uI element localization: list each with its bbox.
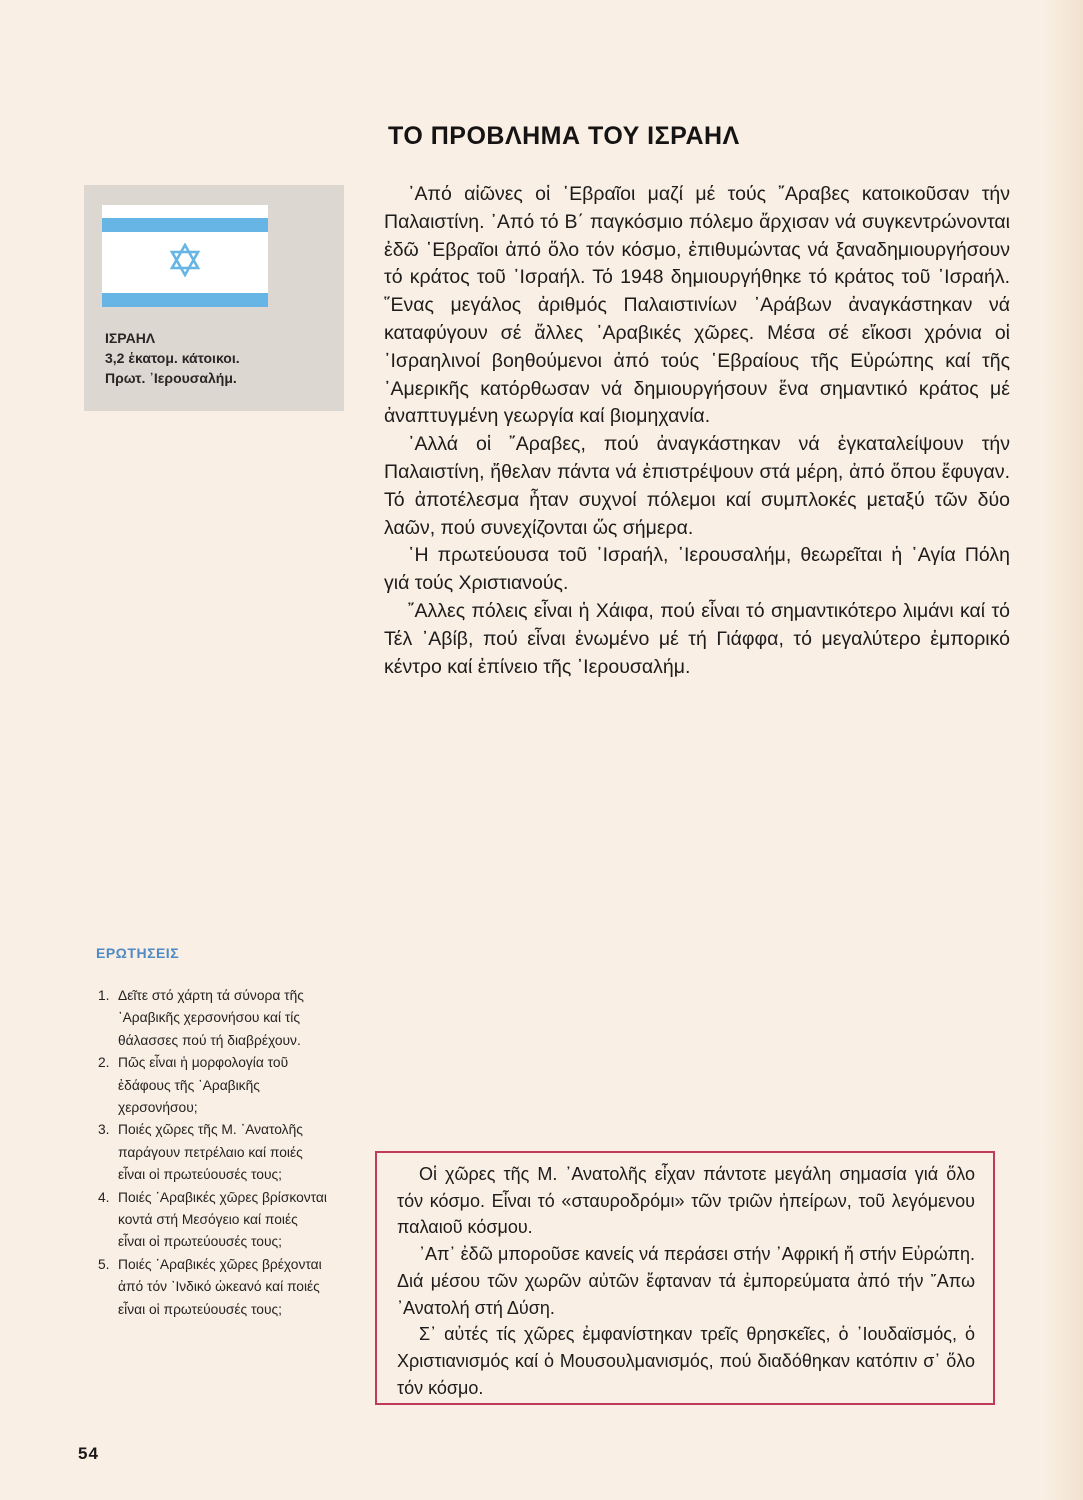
- israel-flag-icon: [102, 205, 268, 305]
- page-title: ΤΟ ΠΡΟΒΛΗΜΑ ΤΟΥ ΙΣΡΑΗΛ: [388, 122, 740, 150]
- box-paragraph: Οἱ χῶρες τῆς Μ. ᾿Ανατολῆς εἶχαν πάντοτε μεγάλη σημασία γιά ὅλο τόν κόσμο. Εἶναι τό «σταυροδρόμι» τῶν τριῶν ἠπείρων, τοῦ λεγόμενου παλαιοῦ κόσμου.: [397, 1164, 975, 1238]
- question-text: Ποιές χῶρες τῆς Μ. ᾿Ανατολῆς παράγουν πετρέλαιο καί ποιές εἶναι οἱ πρωτεύουσές τους;: [118, 1122, 303, 1183]
- country-population: 3,2 ἑκατομ. κάτοικοι.: [105, 350, 240, 366]
- article-paragraph: ῎Αλλες πόλεις εἶναι ἡ Χάιφα, πού εἶναι τό σημαντικότερο λιμάνι καί τό Τέλ ᾿Αβίβ, πού εἶναι ἑνωμένο μέ τή Γιάφφα, τό μεγαλύτερο ἐμπορικό κέντρο καί ἐπίνειο τῆς ᾿Ιερουσαλήμ.: [384, 599, 1010, 678]
- flag-stripe-top: [102, 218, 268, 232]
- box-paragraph: ᾿Απ᾿ ἐδῶ μποροῦσε κανείς νά περάσει στήν ᾿Αφρική ἤ στήν Εὐρώπη. Διά μέσου τῶν χωρῶν αὐτῶν ἔφταναν τά ἐμπορεύματα ἀπό τήν ῎Απω ᾿Ανατολή στή Δύση.: [397, 1244, 975, 1318]
- page-edge: [1043, 0, 1083, 1500]
- question-text: Ποιές ᾿Αραβικές χῶρες βρίσκονται κοντά στή Μεσόγειο καί ποιές εἶναι οἱ πρωτεύουσές τους;: [118, 1189, 327, 1250]
- question-number: 1.: [98, 988, 110, 1003]
- star-of-david-icon: [169, 243, 201, 277]
- question-number: 5.: [98, 1256, 110, 1272]
- article-paragraph: ᾿Αλλά οἱ ῎Αραβες, πού ἀναγκάστηκαν νά ἐγκαταλείψουν τήν Παλαιστίνη, ἤθελαν πάντα νά ἐπιστρέψουν στά μέρη, ἀπό ὅπου ἔφυγαν. Τό ἀποτέλεσμα ἦταν συχνοί πόλεμοι καί συμπλοκές μεταξύ τῶν δύο λαῶν, πού συνεχίζονται ὥς σήμερα.: [384, 433, 1010, 539]
- question-number: 3.: [98, 1122, 110, 1138]
- question-item: [96, 1187, 328, 1254]
- main-article: [384, 181, 1010, 681]
- question-text: Δεῖτε στό χάρτη τά σύνορα τῆς ᾿Αραβικῆς χερσονήσου καί τίς θάλασσες πού τή διαβρέχουν.: [118, 988, 304, 1048]
- article-paragraph: ᾿Από αἰῶνες οἱ ῾Εβραῖοι μαζί μέ τούς ῎Αραβες κατοικοῦσαν τήν Παλαιστίνη. ᾿Από τό Β΄ παγκόσμιο πόλεμο ἄρχισαν νά συγκεντρώνονται ἐδῶ ῾Εβραῖοι ἀπό ὅλο τόν κόσμο, ἐπιθυμώντας νά ξαναδημιουργήσουν τό κράτος τοῦ ᾿Ισραήλ. Τό 1948 δημιουργήθηκε τό κράτος τοῦ ᾿Ισραήλ. ῞Ενας μεγάλος ἀριθμός Παλαιστινίων ᾿Αράβων ἀναγκάστηκαν νά καταφύγουν σέ ἄλλες ᾿Αραβικές χῶρες. Μέσα σέ εἴκοσι χρόνια οἱ ᾿Ισραηλινοί βοηθούμενοι ἀπό τούς ῾Εβραίους τῆς Εὐρώπης καί τῆς ᾿Αμερικῆς κατόρθωσαν νά δημιουργήσουν ἕνα σημαντικό κράτος μέ ἀναπτυγμένη γεωργία καί βιομηχανία.: [384, 183, 1010, 428]
- question-number: 4.: [98, 1189, 110, 1205]
- flag-stripe-bottom: [102, 293, 268, 307]
- page-number: 54: [78, 1444, 99, 1463]
- question-item: [96, 1119, 328, 1186]
- question-item: [96, 1254, 328, 1321]
- question-item: [96, 1052, 328, 1119]
- questions-list: [96, 985, 328, 1321]
- info-box: [375, 1151, 995, 1405]
- question-text: Ποιές ᾿Αραβικές χῶρες βρέχονται ἀπό τόν ᾿Ινδικό ὠκεανό καί ποιές εἶναι οἱ πρωτεύουσές τους;: [118, 1256, 322, 1317]
- country-capital: Πρωτ. ᾿Ιερουσαλήμ.: [105, 370, 237, 386]
- flag-caption: [105, 328, 335, 388]
- questions-section: [96, 945, 328, 1321]
- question-item: [96, 985, 328, 1052]
- country-info-panel: [84, 185, 344, 411]
- box-paragraph: Σ᾿ αὐτές τίς χῶρες ἐμφανίστηκαν τρεῖς θρησκεῖες, ὁ ᾿Ιουδαϊσμός, ὁ Χριστιανισμός καί ὁ Μουσουλμανισμός, πού διαδόθηκαν κατόπιν σ᾿ ὅλο τόν κόσμο.: [397, 1324, 975, 1398]
- questions-heading: ΕΡΩΤΗΣΕΙΣ: [96, 945, 180, 961]
- question-text: Πῶς εἶναι ἡ μορφολογία τοῦ ἐδάφους τῆς ᾿Αραβικῆς χερσονήσου;: [118, 1055, 289, 1116]
- article-paragraph: ῾Η πρωτεύουσα τοῦ ᾿Ισραήλ, ᾿Ιερουσαλήμ, θεωρεῖται ἡ ῾Αγία Πόλη γιά τούς Χριστιανούς.: [384, 544, 1010, 595]
- country-name: ΙΣΡΑΗΛ: [105, 330, 156, 346]
- question-number: 2.: [98, 1055, 110, 1071]
